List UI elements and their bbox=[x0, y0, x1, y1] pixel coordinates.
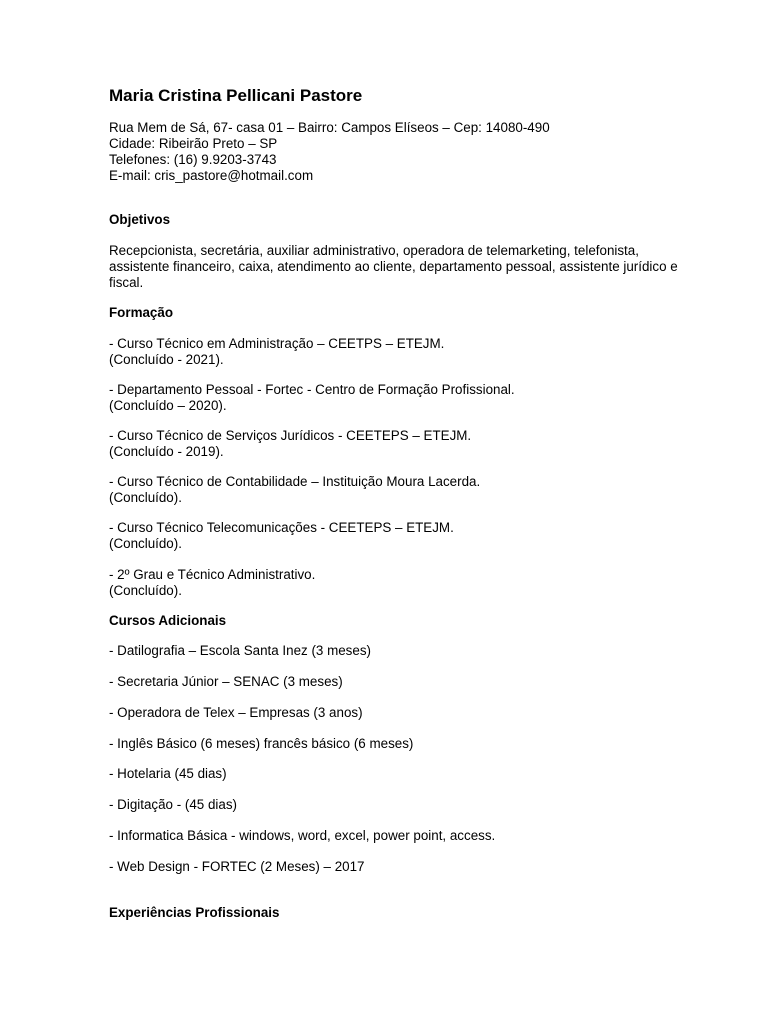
list-item: - Digitação - (45 dias) bbox=[109, 797, 238, 812]
list-item: - Hotelaria (45 dias) bbox=[109, 766, 227, 781]
education-status: (Concluído). bbox=[109, 536, 182, 551]
education-status: (Concluído – 2020). bbox=[109, 398, 227, 413]
additional-courses-heading: Cursos Adicionais bbox=[109, 613, 227, 628]
experience-heading: Experiências Profissionais bbox=[109, 905, 280, 920]
education-course: - 2º Grau e Técnico Administrativo. bbox=[109, 567, 316, 582]
contact-block bbox=[109, 120, 550, 184]
list-item: - Web Design - FORTEC (2 Meses) – 2017 bbox=[109, 859, 365, 874]
education-entry bbox=[109, 382, 515, 414]
education-status: (Concluído - 2021). bbox=[109, 352, 224, 367]
education-course: - Departamento Pessoal - Fortec - Centro de Formação Profissional. bbox=[109, 382, 515, 397]
list-item: - Operadora de Telex – Empresas (3 anos) bbox=[109, 705, 363, 720]
education-course: - Curso Técnico de Serviços Jurídicos - CEETEPS – ETEJM. bbox=[109, 428, 472, 443]
education-entry bbox=[109, 336, 444, 368]
phones-line: Telefones: (16) 9.9203-3743 bbox=[109, 152, 277, 167]
list-item: - Informatica Básica - windows, word, excel, power point, access. bbox=[109, 828, 496, 843]
education-entry bbox=[109, 567, 315, 599]
city-line: Cidade: Ribeirão Preto – SP bbox=[109, 136, 278, 151]
education-entry bbox=[109, 520, 454, 552]
address-line: Rua Mem de Sá, 67- casa 01 – Bairro: Campos Elíseos – Cep: 14080-490 bbox=[109, 120, 550, 135]
education-status: (Concluído). bbox=[109, 490, 182, 505]
education-status: (Concluído). bbox=[109, 583, 182, 598]
education-course: - Curso Técnico de Contabilidade – Instituição Moura Lacerda. bbox=[109, 474, 481, 489]
education-entry bbox=[109, 474, 480, 506]
education-course: - Curso Técnico em Administração – CEETPS – ETEJM. bbox=[109, 336, 445, 351]
objectives-heading: Objetivos bbox=[109, 212, 171, 227]
education-course: - Curso Técnico Telecomunicações - CEETEPS – ETEJM. bbox=[109, 520, 454, 535]
list-item: - Inglês Básico (6 meses) francês básico (6 meses) bbox=[109, 736, 414, 751]
email-line: E-mail: cris_pastore@hotmail.com bbox=[109, 168, 314, 183]
education-entry bbox=[109, 428, 471, 460]
candidate-name: Maria Cristina Pellicani Pastore bbox=[109, 86, 363, 105]
list-item: - Datilografia – Escola Santa Inez (3 meses) bbox=[109, 643, 371, 658]
education-status: (Concluído - 2019). bbox=[109, 444, 224, 459]
list-item: - Secretaria Júnior – SENAC (3 meses) bbox=[109, 674, 343, 689]
objectives-text: Recepcionista, secretária, auxiliar administrativo, operadora de telemarketing, telefonista, assistente financeiro, caixa, atendimento ao cliente, departamento pessoal, assistente jurídico e fiscal. bbox=[109, 243, 678, 290]
education-heading: Formação bbox=[109, 305, 173, 320]
